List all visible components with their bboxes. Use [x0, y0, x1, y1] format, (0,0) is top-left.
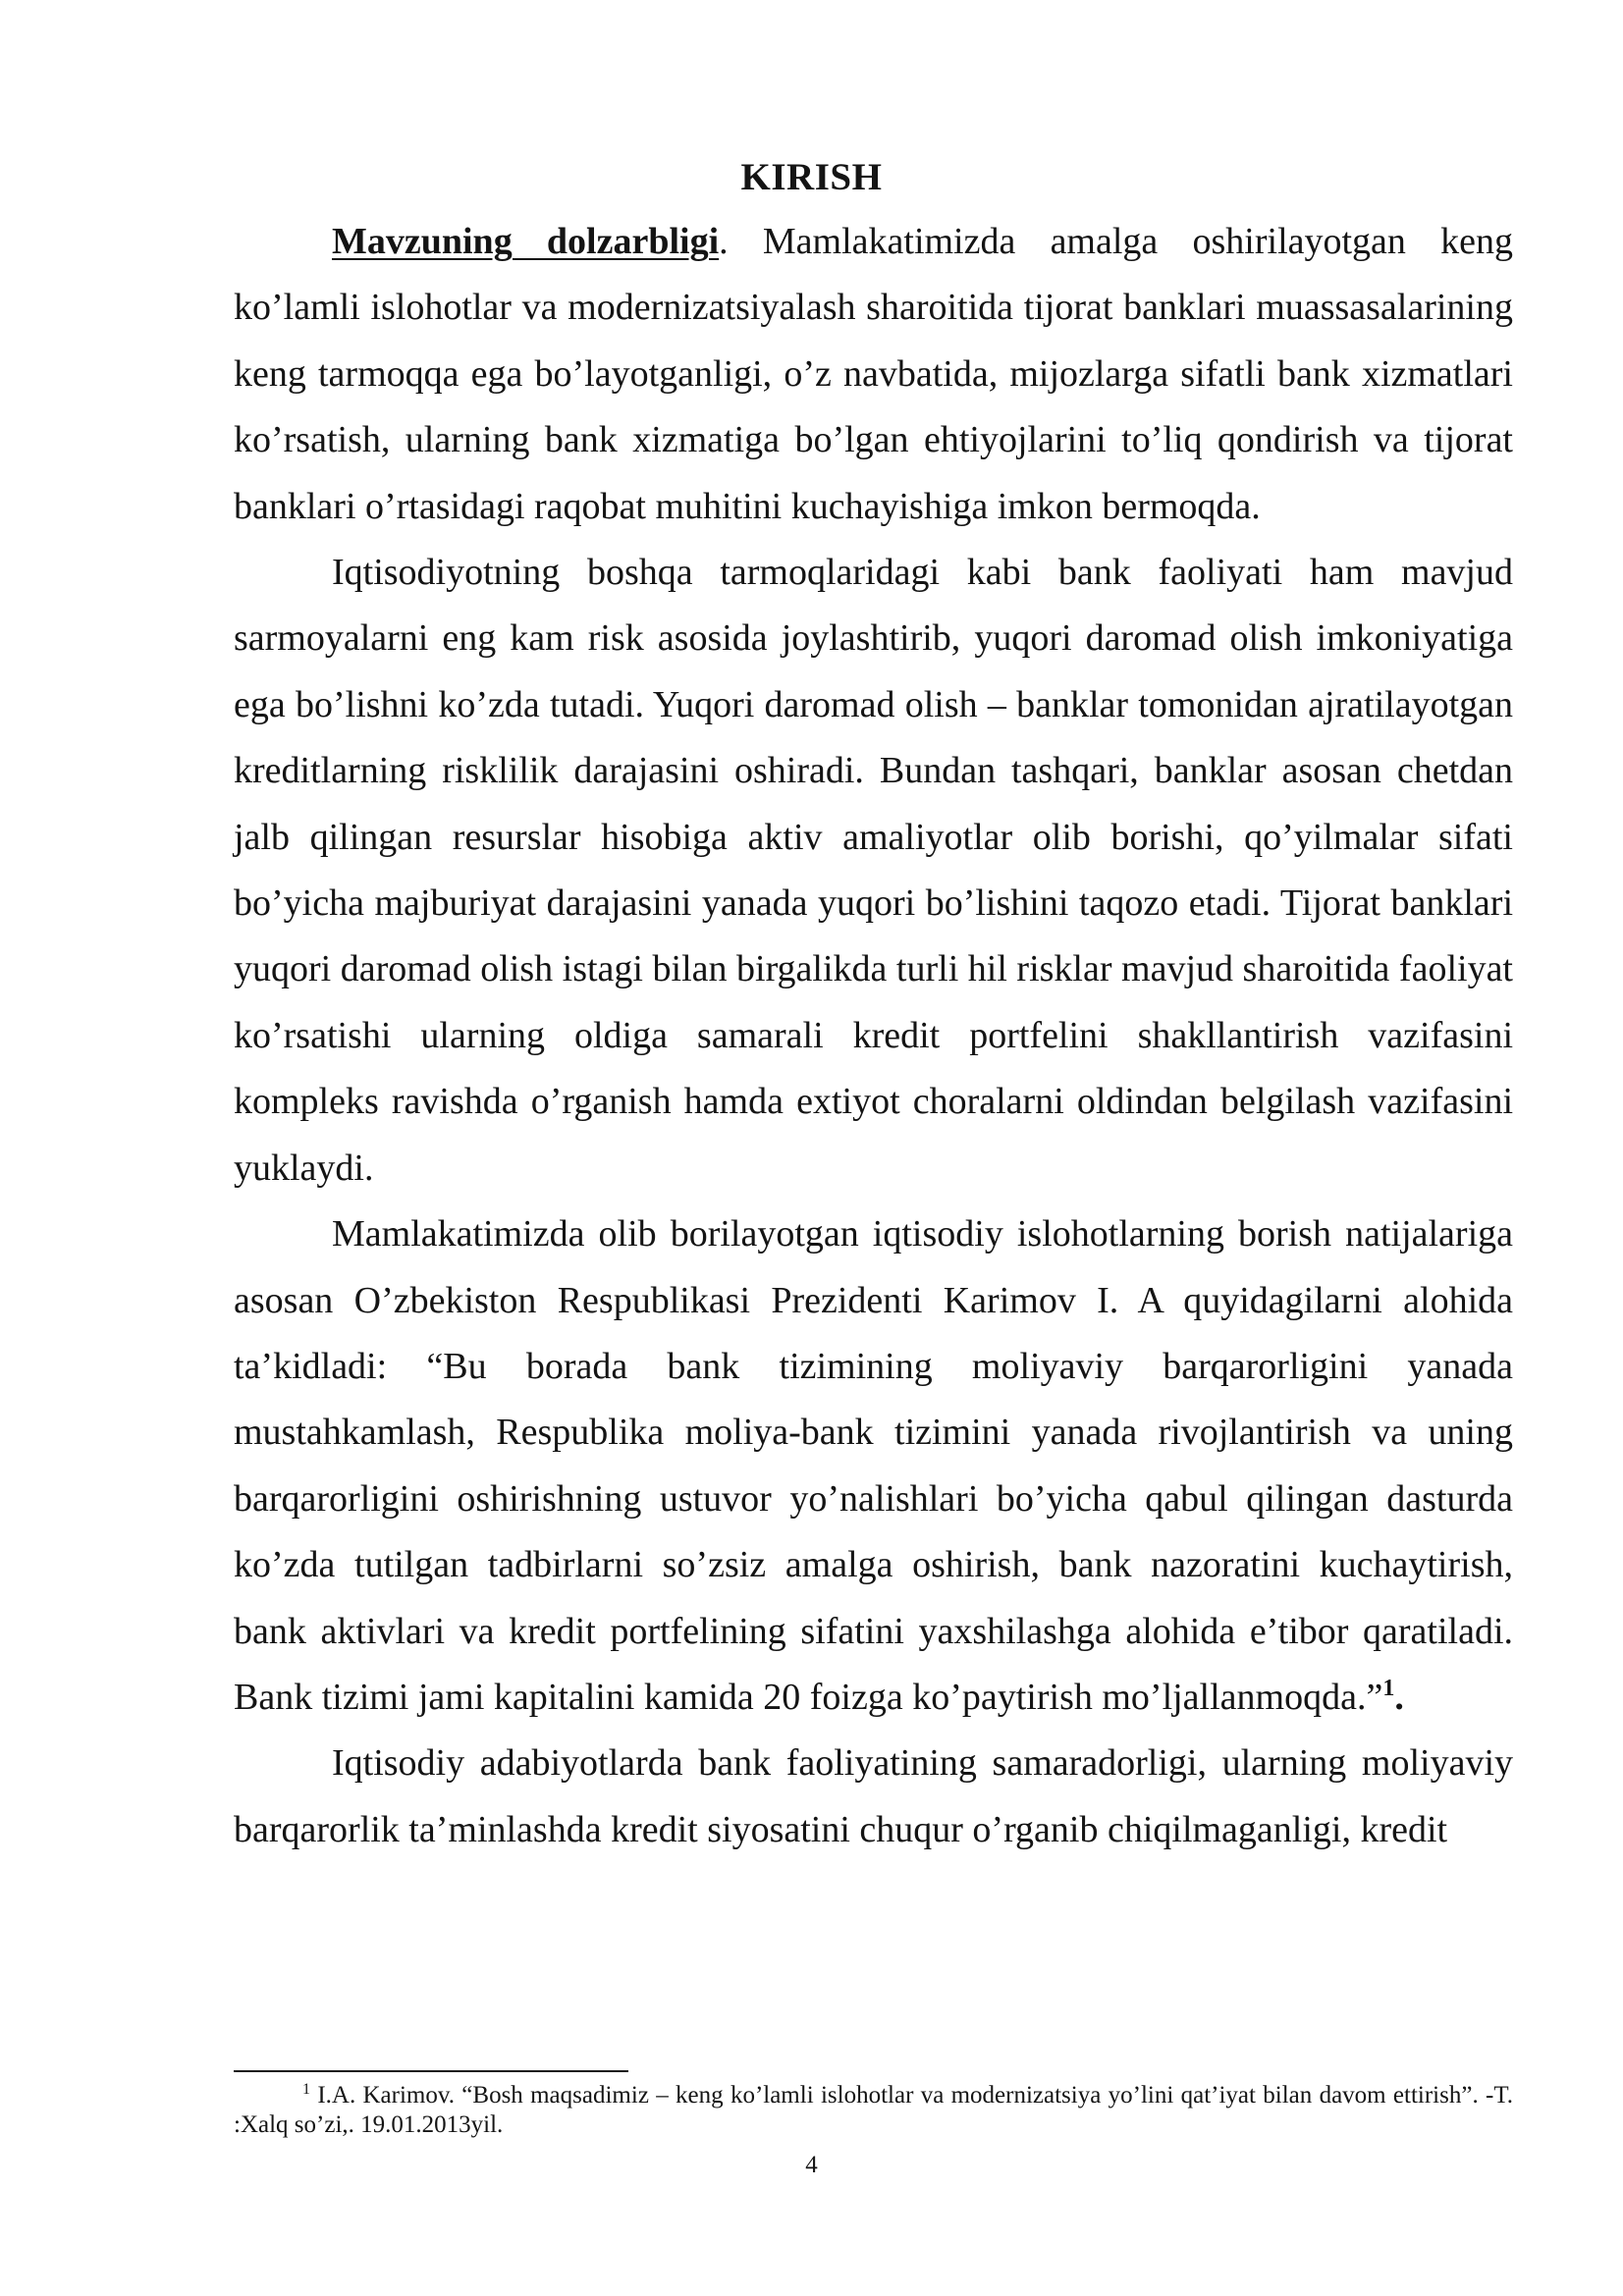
- paragraph-3: [234, 1201, 1513, 1731]
- footnote: [234, 2081, 1513, 2140]
- paragraph-1-text: . Mamlakatimizda amalga oshirilayotgan keng ko’lamli islohotlar va modernizatsiyalash sharoitida tijorat banklari muassasalarining keng tarmoqqa ega bo’layotganligi, o’z navbatida, mijozlarga sifatli bank xizmatlari ko’rsatish, ularning bank xizmatiga bo’lgan ehtiyojlarini to’liq qondirish va tijorat banklari o’rtasidagi raqobat muhitini kuchayishiga imkon bermoqda.: [234, 221, 1514, 527]
- paragraph-4: Iqtisodiy adabiyotlarda bank faoliyatining samaradorligi, ularning moliyaviy barqarorlik ta’minlashda kredit siyosatini chuqur o’rganib chiqilmaganligi, kredit: [234, 1742, 1513, 1850]
- footnote-marker: 1: [302, 2081, 310, 2098]
- paragraph-3-text: Mamlakatimizda olib borilayotgan iqtisodiy islohotlarning borish natijalariga asosan O’zbekiston Respublikasi Prezidenti Karimov I. A quyidagilarni alohida ta’kidladi: “Bu borada bank tizimining moliyaviy barqarorligini yanada mustahkamlash, Respublika moliya-bank tizimini yanada rivojlantirish va uning barqarorligini oshirishning ustuvor yo’nalishlari bo’yicha qabul qilingan dasturda ko’zda tutilgan tadbirlarni so’zsiz amalga oshirish, bank nazoratini kuchaytirish, bank aktivlari va kredit portfelining sifatini yaxshilashga alohida e’tibor qaratiladi. Bank tizimi jami kapitalini kamida 20 foizga ko’paytirish mo’ljallanmoqda.”: [234, 1213, 1513, 1718]
- page-title: KIRISH: [740, 156, 883, 198]
- footnote-separator: [234, 2070, 628, 2072]
- footnote-text: I.A. Karimov. “Bosh maqsadimiz – keng ko’lamli islohotlar va modernizatsiya yo’lini qat’iyat bilan davom ettirish”. -T. :Xalq so’zi,. 19.01.2013yil.: [234, 2082, 1514, 2138]
- body-text: [234, 209, 1513, 1863]
- page-number: 4: [805, 2152, 818, 2178]
- footnote-reference-period: .: [1394, 1676, 1404, 1718]
- footnote-reference: 1: [1382, 1675, 1395, 1701]
- paragraph-1: [234, 209, 1513, 540]
- paragraph-2: Iqtisodiyotning boshqa tarmoqlaridagi kabi bank faoliyati ham mavjud sarmoyalarni eng kam risk asosida joylashtirib, yuqori daromad olish imkoniyatiga ega bo’lishni ko’zda tutadi. Yuqori daromad olish – banklar tomonidan ajratilayotgan kreditlarning risklilik darajasini oshiradi. Bundan tashqari, banklar asosan chetdan jalb qilingan resurslar hisobiga aktiv amaliyotlar olib borishi, qo’yilmalar sifati bo’yicha majburiyat darajasini yanada yuqori bo’lishini taqozo etadi. Tijorat banklari yuqori daromad olish istagi bilan birgalikda turli hil risklar mavjud sharoitida faoliyat ko’rsatishi ularning oldiga samarali kredit portfelini shakllantirish vazifasini kompleks ravishda o’rganish hamda extiyot choralarni oldindan belgilash vazifasini yuklaydi.: [234, 552, 1513, 1189]
- lead-heading: Mavzuning dolzarbligi: [332, 221, 720, 262]
